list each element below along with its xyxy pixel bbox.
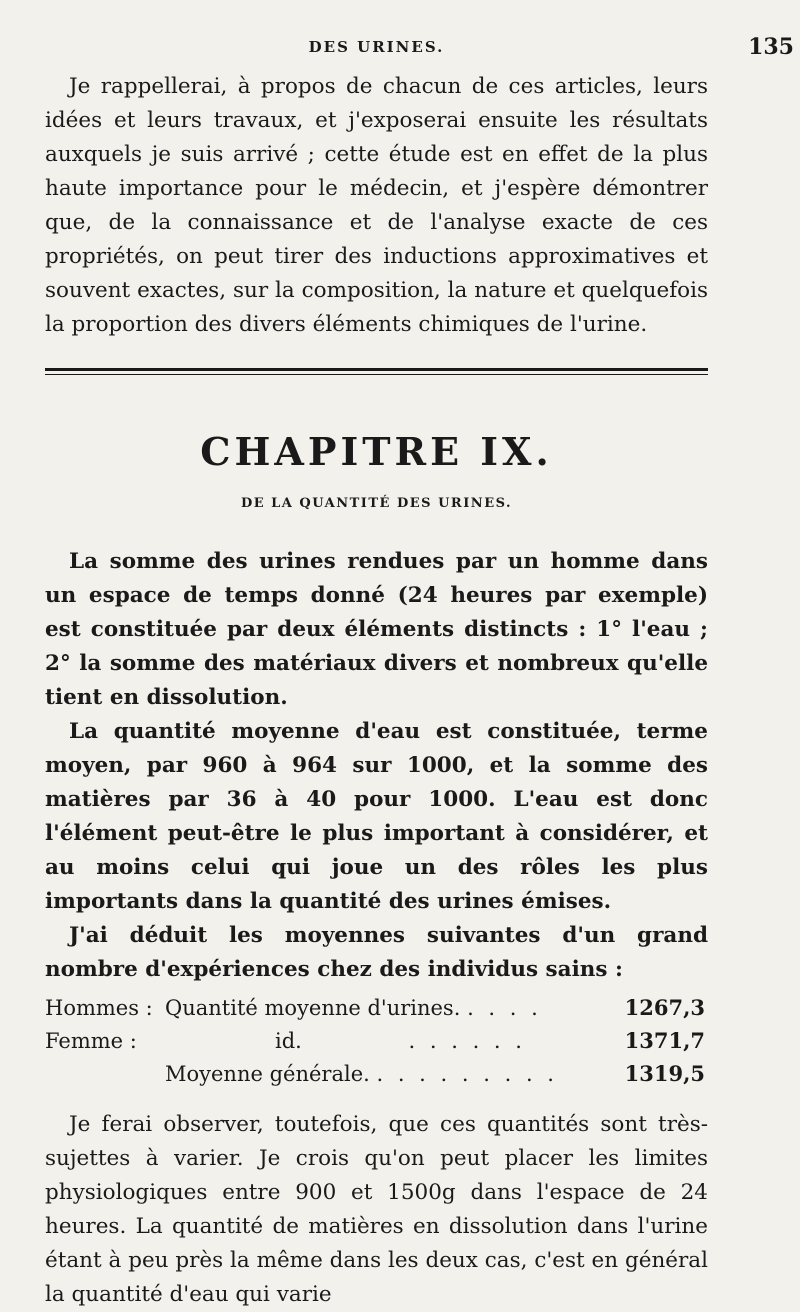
- body-paragraph-2: La quantité moyenne d'eau est constituée, terme moyen, par 960 à 964 sur 1000, et la somme des matières par 36 à 40 pour 1000. L'eau est donc l'élément peut-être le plus important à considérer, et au moins celui qui joue un des rôles les plus importants dans la quantité des urines émises.: [45, 719, 708, 914]
- intro-paragraph: Je rappellerai, à propos de chacun de ces articles, leurs idées et leurs travaux, et j'exposerai ensuite les résultats auxquels je suis arrivé ; cette étude est en effet de la plus haute importance pour le médecin, et j'espère démontrer que, de la connaissance et de l'analyse exacte de ces propriétés, on peut tirer des inductions approximatives et souvent exactes, sur la composition, la nature et quelquefois la proportion des divers éléments chimiques de l'urine.: [45, 74, 708, 337]
- row-description: Quantité moyenne d'urines. . . . .: [165, 995, 542, 1020]
- urine-quantity-table: [45, 991, 705, 1090]
- row-label: [45, 1057, 165, 1090]
- chapter-divider: [45, 368, 708, 375]
- table-row: [45, 1057, 705, 1090]
- row-label: Femme :: [45, 1028, 137, 1053]
- body-paragraph-1: La somme des urines rendues par un homme dans un espace de temps donné (24 heures par exemple) est constituée par deux éléments distincts : 1° l'eau ; 2° la somme des matériaux divers et nombreux qu'elle tient en dissolution.: [45, 549, 708, 710]
- row-label: Hommes :: [45, 995, 153, 1020]
- page-number: 135: [748, 34, 794, 60]
- closing-paragraph: Je ferai observer, toutefois, que ces quantités sont très-sujettes à varier. Je crois qu'on peut placer les limites physiologiques entre 900 et 1500g dans l'espace de 24 heures. La quantité de matières en dissolution dans l'urine étant à peu près la même dans les deux cas, c'est en général la quantité d'eau qui varie: [45, 1112, 708, 1307]
- chapter-subtitle: DE LA QUANTITÉ DES URINES.: [240, 496, 513, 511]
- body-paragraph-3: J'ai déduit les moyennes suivantes d'un grand nombre d'expériences chez des individus sains :: [45, 923, 708, 982]
- row-description: Moyenne générale. . . . . . . . . .: [165, 1061, 558, 1086]
- chapter-body: [45, 545, 708, 987]
- table-row: [45, 991, 705, 1024]
- row-description: id. . . . . . .: [275, 1028, 526, 1053]
- running-head: DES URINES.: [308, 38, 445, 56]
- row-value: 1371,7: [624, 1028, 705, 1053]
- page-header: [45, 30, 794, 70]
- chapter-title: CHAPITRE IX.: [200, 429, 553, 474]
- row-value: 1319,5: [624, 1061, 705, 1086]
- table-row: [45, 1024, 705, 1057]
- row-value: 1267,3: [624, 995, 705, 1020]
